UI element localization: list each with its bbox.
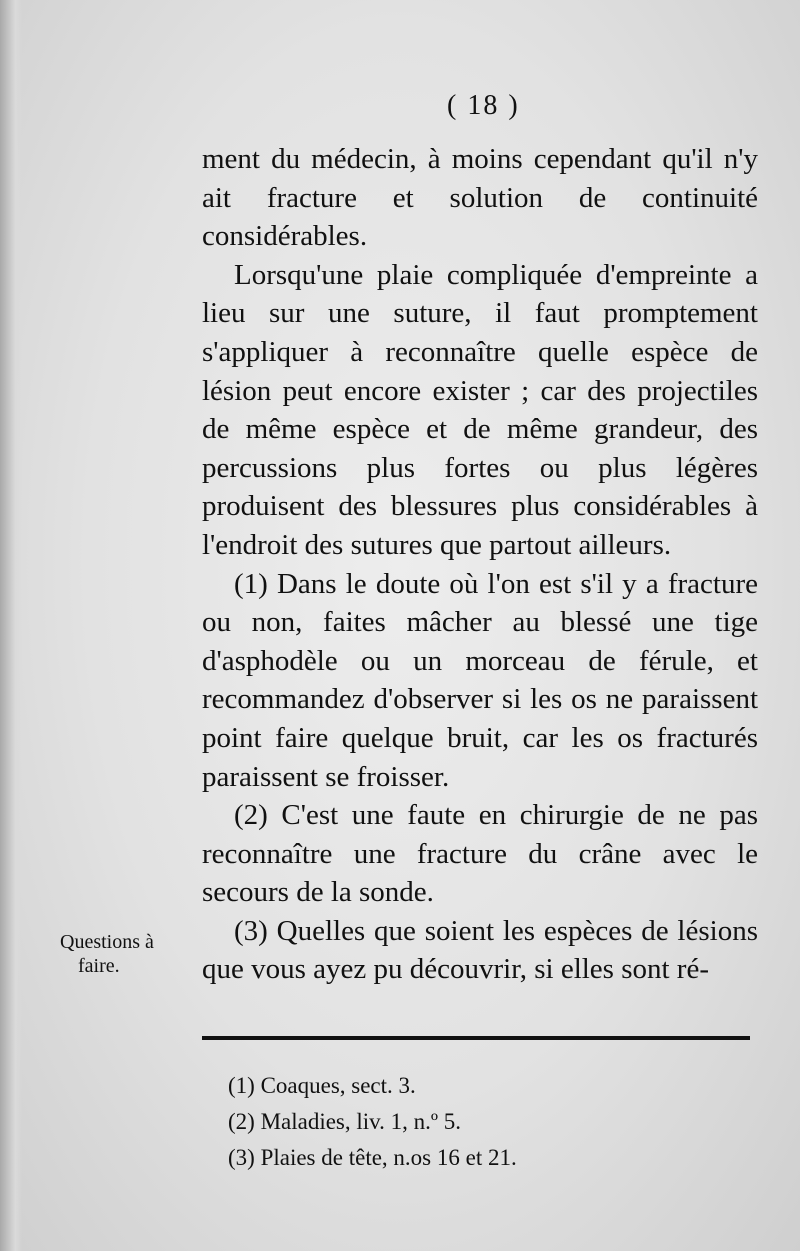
paragraph-doubt: (1) Dans le doute où l'on est s'il y a fracture ou non, faites mâcher au blessé une tige d'asphodèle ou un morceau de férule, et recommandez d'observer si les os ne paraissent point faire quelque bruit, car les os fracturés paraissent se froisser. [202, 567, 758, 793]
paragraph-lesions: (3) Quelles que soient les espèces de lésions que vous ayez pu découvrir, si elles sont ré- [202, 914, 758, 986]
margin-note-line-2: faire. [78, 955, 120, 977]
page-number: ( 18 ) [447, 90, 520, 121]
paragraph-probe: (2) C'est une faute en chirurgie de ne pas reconnaître une fracture du crâne avec le secours de la sonde. [202, 799, 758, 909]
footnotes [228, 1068, 748, 1176]
binding-shadow [0, 0, 22, 1251]
body-text [202, 140, 758, 989]
footnote-separator-rule [202, 1036, 750, 1040]
footnote-2: (2) Maladies, liv. 1, n.º 5. [228, 1109, 462, 1134]
paragraph-continuation: ment du médecin, à moins cependant qu'il n'y ait fracture et solution de continuité considérables. [202, 143, 758, 253]
margin-note-line-1: Questions à [60, 931, 154, 953]
margin-note [60, 930, 200, 978]
footnote-3: (3) Plaies de tête, n.os 16 et 21. [228, 1145, 517, 1170]
footnote-1: (1) Coaques, sect. 3. [228, 1073, 416, 1098]
paragraph-suture: Lorsqu'une plaie compliquée d'empreinte a lieu sur une suture, il faut promptement s'appliquer à reconnaître quelle espèce de lésion peut encore exister ; car des projectiles de même espèce et de même grandeur, des percussions plus fortes ou plus légères produisent des blessures plus considérables à l'endroit des sutures que partout ailleurs. [202, 258, 758, 561]
